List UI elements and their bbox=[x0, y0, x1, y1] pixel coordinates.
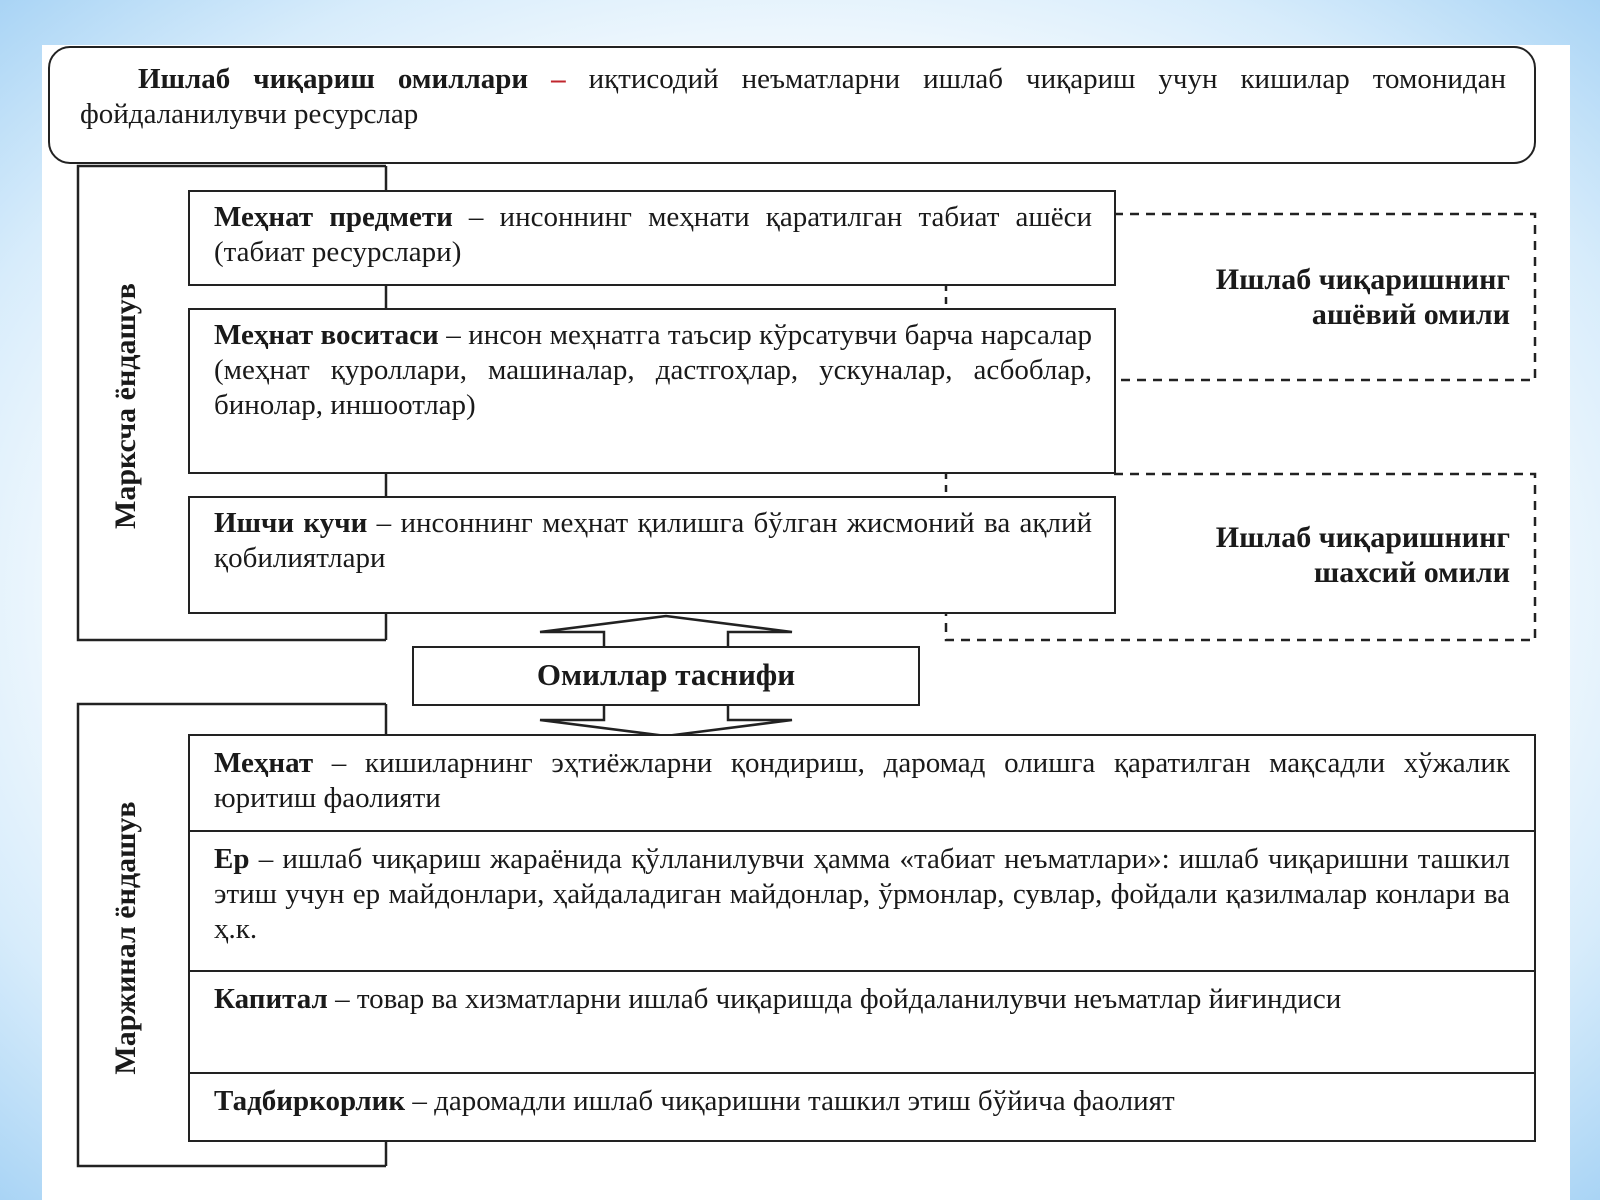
labor-means-term: Меҳнат воситаси bbox=[214, 319, 439, 351]
labor-object-box bbox=[188, 190, 1116, 286]
labor-box bbox=[188, 734, 1536, 832]
classification-down-arrow bbox=[540, 704, 792, 736]
land-definition: – ишлаб чиқариш жараёнида қўлланилувчи ҳамма «табиат неъматлари»: ишлаб чиқаришни ташкил этиш учун ер майдонлари, ҳайдаладиган майдонлар, ўрмонлар, сувлар, фойдали қазилмалар конлари ва ҳ.к. bbox=[214, 843, 1511, 945]
land-box bbox=[188, 830, 1536, 972]
entrepreneurship-definition: – даромадли ишлаб чиқаришни ташкил этиш бўйича фаолият bbox=[412, 1085, 1175, 1117]
definition-text: иқтисодий неъматларни ишлаб чиқариш учун кишилар томонидан фойдаланилувчи ресурслар bbox=[80, 63, 1507, 130]
land-term: Ер bbox=[214, 843, 250, 875]
entrepreneurship-term: Тадбиркорлик bbox=[214, 1085, 406, 1117]
labor-means-box bbox=[188, 308, 1116, 474]
labor-force-box bbox=[188, 496, 1116, 614]
entrepreneurship-box bbox=[188, 1072, 1536, 1142]
definition-header-text bbox=[80, 62, 1506, 132]
marginal-approach-label: Маржинал ёндашув bbox=[109, 801, 142, 1075]
labor-force-definition: – инсоннинг меҳнат қилишга бўлган жисмоний ва ақлий қобилиятлари bbox=[214, 507, 1093, 574]
personal-factor-line1: Ишлаб чиқаришнинг bbox=[1215, 521, 1510, 554]
labor-object-term: Меҳнат предмети bbox=[214, 201, 453, 233]
labor-term: Меҳнат bbox=[214, 747, 314, 779]
labor-means-text bbox=[214, 318, 1092, 423]
classification-label: Омиллар таснифи bbox=[536, 657, 796, 692]
material-factor-line2: ашёвий омили bbox=[1311, 298, 1510, 331]
capital-box bbox=[188, 970, 1536, 1074]
labor-force-term: Ишчи кучи bbox=[214, 507, 368, 539]
labor-object-text bbox=[214, 200, 1092, 270]
entrepreneurship-text bbox=[214, 1084, 1510, 1119]
marxist-approach-label: Марксча ёндашув bbox=[109, 283, 142, 529]
material-factor-line1: Ишлаб чиқаришнинг bbox=[1215, 263, 1510, 296]
definition-dash: – bbox=[551, 63, 566, 95]
labor-force-text bbox=[214, 506, 1092, 576]
definition-term: Ишлаб чиқариш омиллари bbox=[138, 63, 529, 95]
personal-factor-line2: шахсий омили bbox=[1313, 556, 1510, 589]
capital-text bbox=[214, 982, 1510, 1017]
personal-factor-label bbox=[1130, 520, 1510, 590]
labor-object-definition: – инсоннинг меҳнати қаратилган табиат ашёси (табиат ресурслари) bbox=[214, 201, 1093, 268]
definition-header-box bbox=[48, 46, 1536, 164]
land-text bbox=[214, 842, 1510, 947]
labor-text bbox=[214, 746, 1510, 816]
capital-definition: – товар ва хизматларни ишлаб чиқаришда фойдаланилувчи неъматлар йиғиндиси bbox=[335, 983, 1342, 1015]
labor-definition: – кишиларнинг эҳтиёжларни қондириш, даромад олишга қаратилган мақсадли хўжалик юритиш фаолияти bbox=[214, 747, 1511, 814]
classification-up-arrow bbox=[540, 616, 792, 648]
classification-box bbox=[412, 646, 920, 706]
capital-term: Капитал bbox=[214, 983, 328, 1015]
labor-means-definition: – инсон меҳнатга таъсир кўрсатувчи барча нарсалар (меҳнат қуроллари, машиналар, дастгоҳлар, ускуналар, асбоблар, бинолар, иншоотлар) bbox=[214, 319, 1092, 421]
material-factor-label bbox=[1130, 262, 1510, 332]
